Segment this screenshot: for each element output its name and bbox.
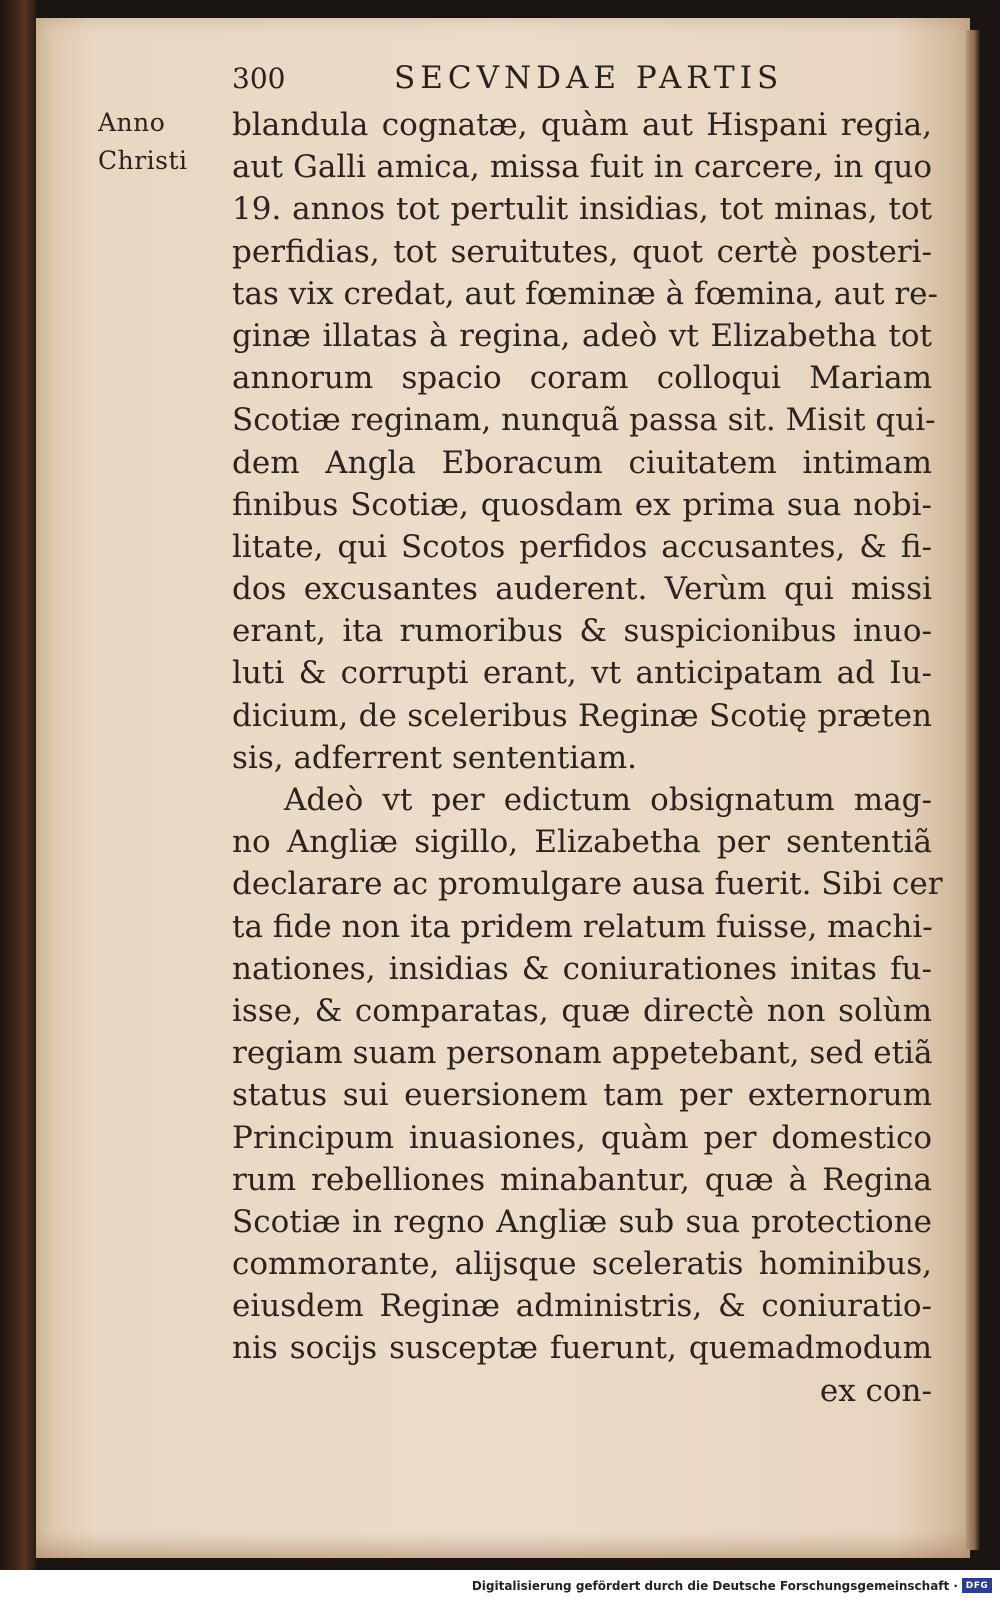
text-line: status sui euersionem tam per externorum	[232, 1077, 932, 1114]
text-line: regiam suam personam appetebant, sed etiã	[232, 1035, 933, 1072]
text-line: erant, ita rumoribus & suspicionibus inuo-	[232, 613, 932, 650]
page-number: 300	[232, 62, 286, 95]
text-line: ginæ illatas à regina, adeò vt Elizabetha tot	[232, 317, 932, 354]
text-line: nis socijs susceptæ fuerunt, quemadmodum	[232, 1330, 932, 1367]
text-line: litate, qui Scotos perfidos accusantes, & fi-	[232, 528, 932, 565]
text-line: blandula cognatæ, quàm aut Hispani regia,	[232, 107, 932, 143]
catchword: ex con-	[819, 1372, 932, 1409]
text-line: declarare ac promulgare ausa fuerit. Sibi cer	[232, 866, 943, 903]
text-line: rum rebelliones minabantur, quæ à Regina	[232, 1161, 932, 1198]
text-line: perfidias, tot seruitutes, quot certè posteri-	[232, 233, 932, 270]
margin-note	[98, 104, 188, 180]
text-line: Scotiæ in regno Angliæ sub sua protectione	[232, 1203, 932, 1240]
text-line: ta fide non ita pridem relatum fuisse, machi-	[232, 908, 933, 945]
paragraph-start-line: Adeò vt per edictum obsignatum mag-	[284, 782, 932, 818]
text-line: dicium, de sceleribus Reginæ Scotię præten	[232, 697, 932, 734]
text-line: dem Angla Eboracum ciuitatem intimam	[232, 444, 932, 481]
funding-credit: Digitalisierung gefördert durch die Deutsche Forschungsgemeinschaft ·	[471, 1579, 958, 1593]
text-line: tas vix credat, aut fœminæ à fœmina, aut re-	[232, 275, 938, 312]
text-line: annorum spacio coram colloqui Mariam	[232, 360, 932, 397]
body-text	[232, 104, 943, 1412]
text-line: eiusdem Reginæ administris, & coniuratio-	[232, 1288, 932, 1325]
running-head: SECVNDAE PARTIS	[394, 60, 784, 96]
margin-note-line: Anno	[98, 108, 166, 137]
text-line: 19. annos tot pertulit insidias, tot minas, tot	[232, 191, 932, 228]
text-line: Scotiæ reginam, nunquã passa sit. Misit qui-	[232, 402, 936, 439]
page-right-edge	[966, 30, 980, 1550]
text-line: isse, & comparatas, quæ directè non solùm	[232, 992, 932, 1029]
page-bottom-shadow	[36, 1530, 970, 1558]
text-line: aut Galli amica, missa fuit in carcere, in quo	[232, 149, 932, 186]
footer-bar	[0, 1570, 1000, 1603]
margin-note-line: Christi	[98, 146, 188, 175]
paragraph-end-line: sis, adferrent sententiam.	[232, 739, 637, 776]
book-spine	[0, 0, 36, 1570]
text-line: commorante, alijsque sceleratis hominibus,	[232, 1246, 932, 1283]
text-line: no Angliæ sigillo, Elizabetha per sententiã	[232, 824, 932, 861]
text-line: nationes, insidias & coniurationes initas fu-	[232, 950, 932, 987]
text-line: luti & corrupti erant, vt anticipatam ad Iu-	[232, 655, 932, 692]
text-line: Principum inuasiones, quàm per domestico	[232, 1119, 932, 1156]
dfg-logo: DFG	[962, 1578, 992, 1593]
text-line: dos excusantes auderent. Verùm qui missi	[232, 571, 932, 608]
text-line: finibus Scotiæ, quosdam ex prima sua nobi-	[232, 486, 932, 523]
